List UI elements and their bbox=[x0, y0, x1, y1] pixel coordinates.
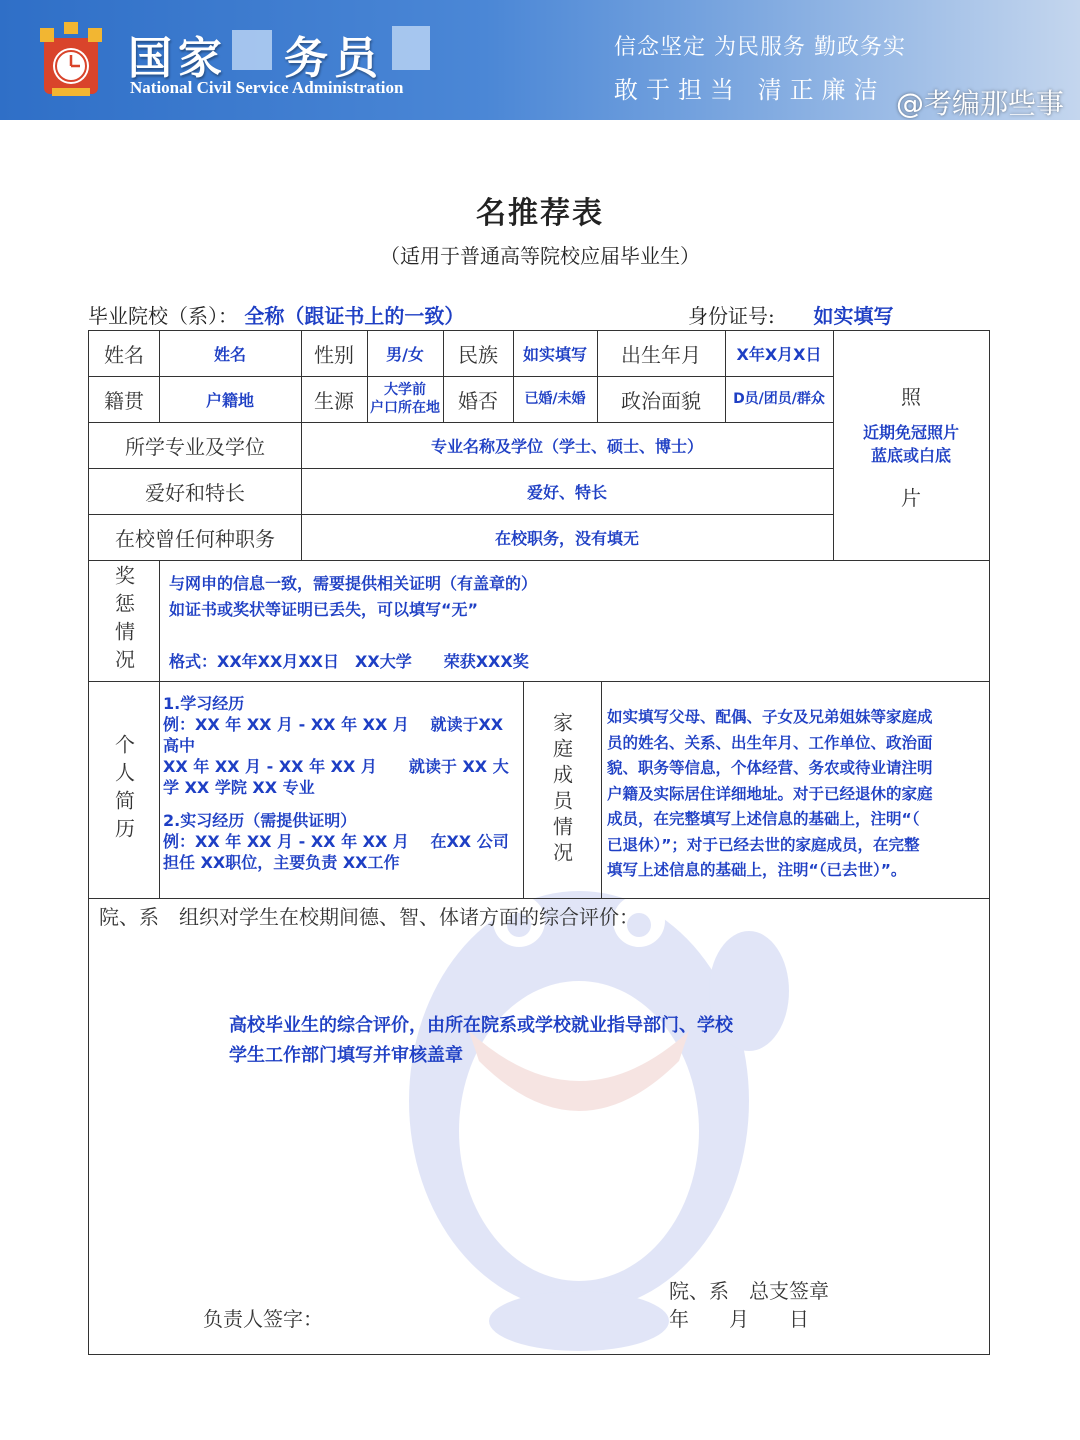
gender-label: 性别 bbox=[314, 343, 354, 367]
branch-sign-label: 院、系 总支签章 bbox=[669, 1279, 829, 1303]
birth-label: 出生年月 bbox=[621, 343, 701, 367]
id-value: 如实填写 bbox=[813, 304, 894, 328]
position-label: 在校曾任何种职务 bbox=[115, 526, 275, 551]
photo-label-bottom: 片 bbox=[901, 485, 921, 510]
awards-line-3: 格式：XX年XX月XX日 XX大学 荣获XXX奖 bbox=[169, 652, 529, 671]
document-title: 名推荐表 bbox=[476, 196, 604, 231]
evaluation-note-1: 高校毕业生的综合评价，由所在院系或学校就业指导部门、学校 bbox=[229, 1015, 733, 1036]
ethnicity-value: 如实填写 bbox=[522, 345, 587, 364]
school-value: 全称（跟证书上的一致） bbox=[244, 304, 465, 328]
header-banner bbox=[0, 0, 1080, 120]
evaluation-note-2: 学生工作部门填写并审核盖章 bbox=[229, 1045, 463, 1066]
signer-label: 负责人签字： bbox=[203, 1307, 323, 1331]
date-label: 年 月 日 bbox=[669, 1307, 809, 1331]
position-value: 在校职务，没有填无 bbox=[494, 528, 639, 548]
political-value: D员/团员/群众 bbox=[733, 391, 825, 407]
family-text: 如实填写父母、配偶、子女及兄弟姐妹等家庭成 员的姓名、关系、出生年月、工作单位、政治面 貌、职务等信息，个体经营、务农或待业请注明 户籍及实际居住详细地址。对于已经退休的家庭 成员，在完整填写上述信息的基础上，注明“（ 已退休）”；对于已经去世的家庭成员，在完整 填写上述信息的基础上，注明“（已去世）”。 bbox=[607, 708, 933, 879]
birth-value: X年X月X日 bbox=[736, 345, 822, 364]
resume-label: 个人简历 bbox=[111, 733, 136, 846]
major-label: 所学专业及学位 bbox=[125, 434, 265, 459]
banner-slogan-2: 敢于担当 清正廉洁 bbox=[614, 76, 886, 104]
watermark: @考编那些事 bbox=[895, 87, 1064, 120]
native-value: 户籍地 bbox=[205, 390, 254, 410]
resume-text: 1.学习经历 例：XX 年 XX 月 - XX 年 XX 月 就读于XX 高中 XX 年 XX 月 - XX 年 XX 月 就读于 XX 大 学 XX 学院 XX 专业 2.实习经历（需提供证明） 例：XX 年 XX 月 - XX 年 XX 月 在XX 公司 担任 XX职位，主要负责 XX工作 bbox=[163, 694, 509, 872]
photo-label-top: 照 bbox=[901, 384, 921, 409]
marital-label: 婚否 bbox=[458, 388, 498, 413]
school-label: 毕业院校（系）： bbox=[88, 304, 238, 328]
political-label: 政治面貌 bbox=[621, 388, 701, 413]
gender-value: 男/女 bbox=[386, 345, 424, 364]
photo-instruction-2: 蓝底或白底 bbox=[870, 445, 951, 465]
origin-label: 生源 bbox=[314, 388, 354, 413]
marital-value: 已婚/未婚 bbox=[524, 391, 586, 407]
banner-slogan-1: 信念坚定 为民服务 勤政务实 bbox=[614, 35, 906, 60]
id-label: 身份证号: bbox=[688, 304, 775, 328]
family-label: 家庭成员情况 bbox=[549, 711, 574, 868]
awards-line-1: 与网申的信息一致，需要提供相关证明（有盖章的） bbox=[169, 574, 538, 593]
banner-subtitle: National Civil Service Administration bbox=[130, 78, 404, 97]
school-row bbox=[88, 300, 464, 329]
photo-instruction-1: 近期免冠照片 bbox=[862, 422, 959, 442]
name-label: 姓名 bbox=[104, 343, 144, 367]
origin-value: 大学前 户口所在地 bbox=[370, 382, 440, 416]
evaluation-label: 院、系 组织对学生在校期间德、智、体诸方面的综合评价： bbox=[99, 905, 639, 929]
blurred-character bbox=[392, 26, 430, 70]
ethnicity-label: 民族 bbox=[458, 343, 498, 367]
hobby-label: 爱好和特长 bbox=[145, 480, 245, 505]
awards-line-2: 如证书或奖状等证明已丢失，可以填写“无” bbox=[169, 600, 479, 619]
major-value: 专业名称及学位（学士、硕士、博士） bbox=[430, 436, 703, 456]
name-value: 姓名 bbox=[213, 345, 246, 364]
hobby-value: 爱好、特长 bbox=[526, 482, 607, 502]
photo-cell bbox=[833, 331, 989, 560]
document-subtitle: （适用于普通高等院校应届毕业生） bbox=[380, 244, 700, 268]
id-row bbox=[688, 300, 893, 329]
native-label: 籍贯 bbox=[104, 388, 144, 413]
blurred-character bbox=[232, 30, 272, 70]
banner-title: 国家 务员 bbox=[128, 33, 384, 84]
recommendation-form bbox=[88, 330, 990, 1355]
emblem-icon bbox=[38, 20, 104, 100]
awards-label: 奖惩情况 bbox=[111, 564, 136, 677]
